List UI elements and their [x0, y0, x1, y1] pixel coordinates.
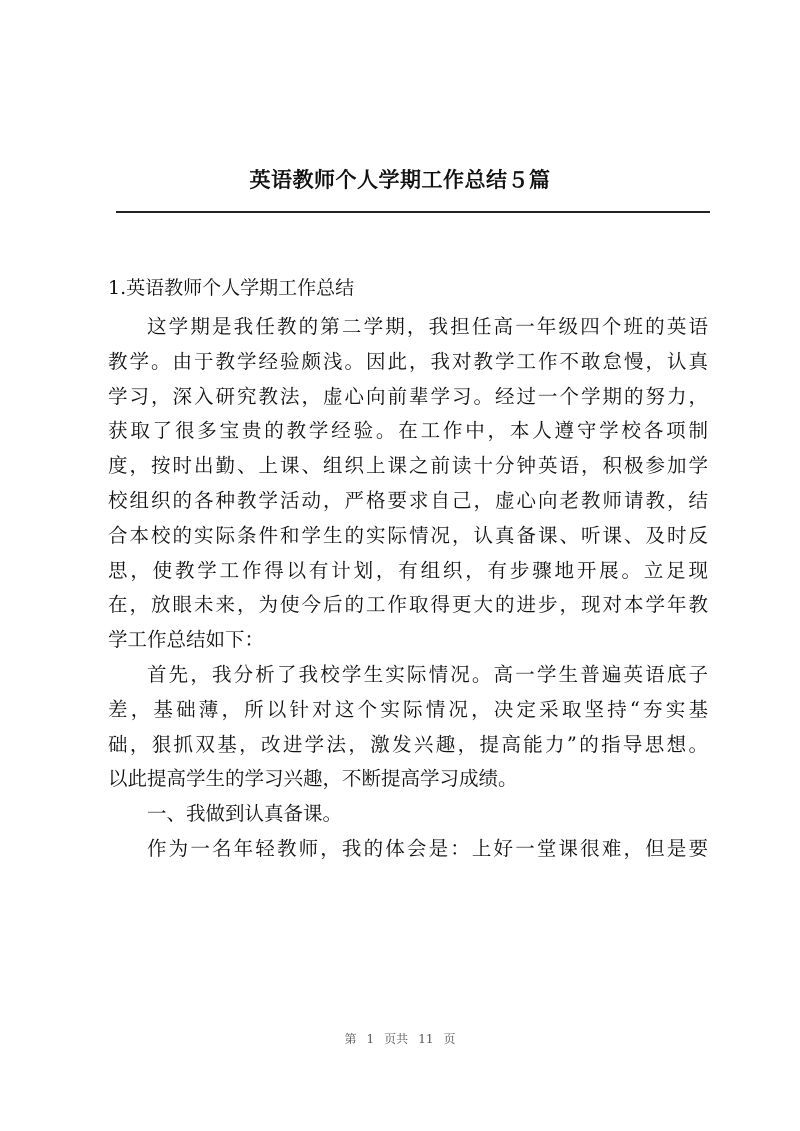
- body-text: [108, 310, 708, 867]
- text-line: 校组织的各种教学活动，严格要求自己，虚心向老教师请教，结: [108, 488, 708, 512]
- title-divider: [116, 211, 710, 213]
- page-footer: [0, 1031, 800, 1047]
- footer-prefix: 第: [344, 1032, 357, 1046]
- footer-middle: 页共: [384, 1032, 409, 1046]
- document-title: 英语教师个人学期工作总结５篇: [249, 167, 551, 192]
- footer-suffix: 页: [443, 1032, 456, 1046]
- section-heading: 1.英语教师个人学期工作总结: [108, 277, 355, 299]
- footer-page-number: 1: [366, 1032, 375, 1046]
- text-line: 思，使教学工作得以有计划，有组织，有步骤地开展。立足现: [108, 558, 708, 582]
- footer-total-pages: 11: [418, 1032, 434, 1046]
- text-line: 合本校的实际条件和学生的实际情况，认真备课、听课、及时反: [108, 523, 708, 547]
- text-line: 学工作总结如下：: [108, 628, 265, 652]
- text-line: 在，放眼未来，为使今后的工作取得更大的进步，现对本学年教: [108, 593, 708, 617]
- text-line: 这学期是我任教的第二学期，我担任高一年级四个班的英语: [147, 315, 708, 338]
- text-line: 教学。由于教学经验颇浅。因此，我对教学工作不敢怠慢，认真: [108, 349, 708, 373]
- text-line: 度，按时出勤、上课、组织上课之前读十分钟英语，积极参加学: [108, 454, 708, 478]
- text-line: 首先，我分析了我校学生实际情况。高一学生普遍英语底子: [147, 662, 708, 686]
- text-line: 以此提高学生的学习兴趣，不断提高学习成绩。: [108, 767, 518, 791]
- text-line: 础，狠抓双基，改进学法，激发兴趣，提高能力”的指导思想。: [108, 732, 708, 756]
- text-line: 学习，深入研究教法，虚心向前辈学习。经过一个学期的努力，: [108, 384, 708, 408]
- text-line: 获取了很多宝贵的教学经验。在工作中，本人遵守学校各项制: [108, 419, 708, 443]
- text-line: 差，基础薄，所以针对这个实际情况，决定采取坚持“夯实基: [108, 697, 708, 721]
- text-line: 作为一名年轻教师，我的体会是：上好一堂课很难，但是要: [147, 836, 708, 860]
- text-line: 一、我做到认真备课。: [147, 802, 343, 826]
